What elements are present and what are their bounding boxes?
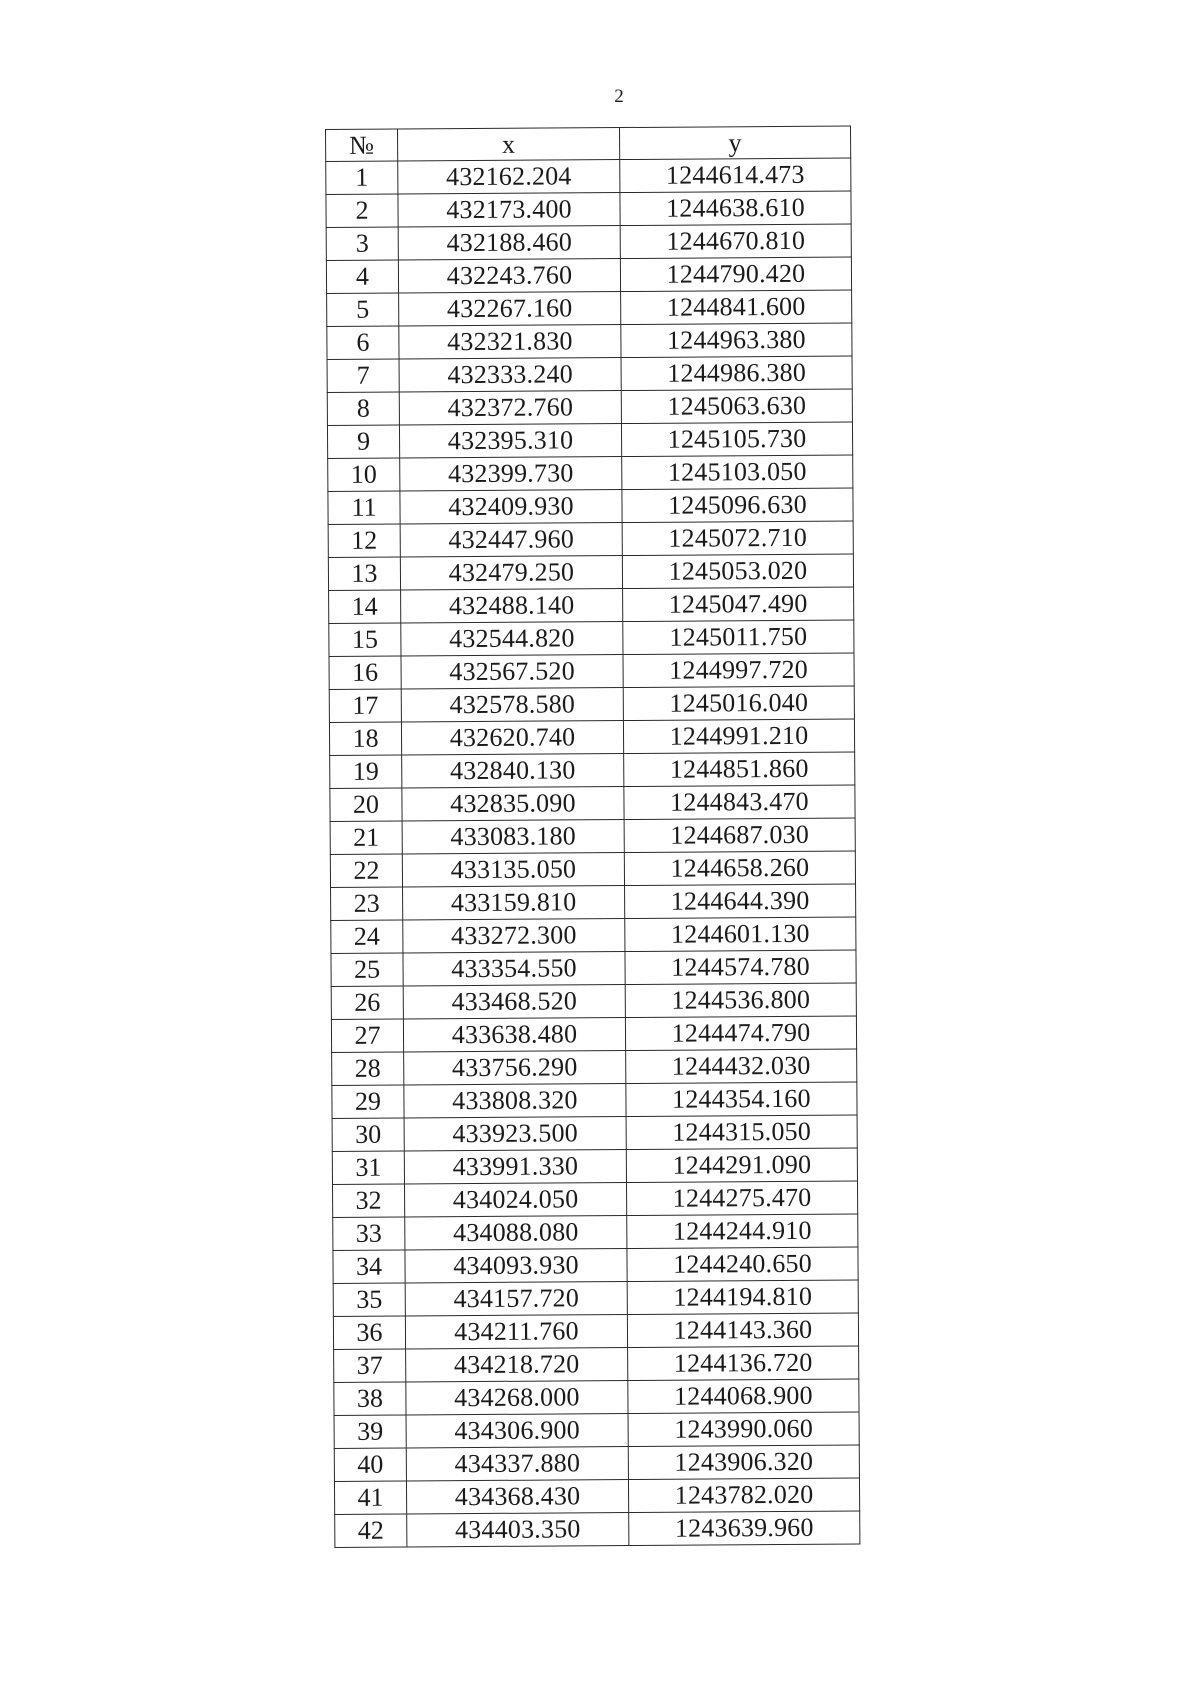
x-coordinate-cell: 433638.480 xyxy=(403,1018,625,1052)
x-coordinate-cell: 433468.520 xyxy=(403,985,625,1019)
row-number-cell: 4 xyxy=(326,260,398,293)
table-row xyxy=(334,1478,859,1514)
row-number-cell: 10 xyxy=(328,458,400,491)
table-row xyxy=(333,1280,858,1316)
y-coordinate-cell: 1244068.900 xyxy=(628,1379,859,1414)
coordinates-table xyxy=(325,126,860,1548)
x-coordinate-cell: 433159.810 xyxy=(403,886,625,920)
x-coordinate-cell: 432488.140 xyxy=(401,589,623,623)
y-coordinate-cell: 1244658.260 xyxy=(624,851,855,886)
table-row xyxy=(328,488,853,524)
table-row xyxy=(326,158,851,194)
table-row xyxy=(331,884,856,920)
row-number-cell: 12 xyxy=(328,524,400,557)
table-row xyxy=(327,323,852,359)
x-coordinate-cell: 434403.350 xyxy=(407,1513,629,1547)
table-row xyxy=(331,950,856,986)
x-coordinate-cell: 432267.160 xyxy=(399,292,621,326)
row-number-cell: 16 xyxy=(329,656,401,689)
y-coordinate-cell: 1243782.020 xyxy=(628,1478,859,1513)
row-number-cell: 17 xyxy=(329,689,401,722)
x-coordinate-cell: 432840.130 xyxy=(402,754,624,788)
row-number-cell: 34 xyxy=(333,1250,405,1283)
row-number-cell: 37 xyxy=(334,1349,406,1382)
header-y: y xyxy=(619,126,850,160)
x-coordinate-cell: 434211.760 xyxy=(405,1315,627,1349)
row-number-cell: 6 xyxy=(327,326,399,359)
table-row xyxy=(330,851,855,887)
x-coordinate-cell: 434093.930 xyxy=(405,1249,627,1283)
table-row xyxy=(330,785,855,821)
table-row xyxy=(326,191,851,227)
x-coordinate-cell: 432620.740 xyxy=(401,721,623,755)
row-number-cell: 15 xyxy=(329,623,401,656)
table-row xyxy=(333,1313,858,1349)
row-number-cell: 21 xyxy=(330,821,402,854)
y-coordinate-cell: 1244991.210 xyxy=(623,719,854,754)
table-row xyxy=(333,1247,858,1283)
row-number-cell: 1 xyxy=(326,161,398,194)
row-number-cell: 28 xyxy=(332,1052,404,1085)
table-row xyxy=(329,620,854,656)
table-row xyxy=(327,290,852,326)
table-row xyxy=(333,1214,858,1250)
page-number: 2 xyxy=(614,86,624,107)
table-row xyxy=(327,422,852,458)
table-body xyxy=(326,158,860,1547)
table-row xyxy=(326,224,851,260)
header-x: x xyxy=(398,128,620,161)
y-coordinate-cell: 1244841.600 xyxy=(621,290,852,325)
row-number-cell: 13 xyxy=(328,557,400,590)
x-coordinate-cell: 432578.580 xyxy=(401,688,623,722)
y-coordinate-cell: 1244670.810 xyxy=(620,224,851,259)
x-coordinate-cell: 432162.204 xyxy=(398,160,620,194)
x-coordinate-cell: 432399.730 xyxy=(400,457,622,491)
row-number-cell: 11 xyxy=(328,491,400,524)
header-number: № xyxy=(326,129,398,161)
table-row xyxy=(333,1181,858,1217)
row-number-cell: 31 xyxy=(332,1151,404,1184)
y-coordinate-cell: 1245016.040 xyxy=(623,686,854,721)
y-coordinate-cell: 1245047.490 xyxy=(623,587,854,622)
table-row xyxy=(329,653,854,689)
y-coordinate-cell: 1243990.060 xyxy=(628,1412,859,1447)
x-coordinate-cell: 432395.310 xyxy=(399,424,621,458)
y-coordinate-cell: 1244143.360 xyxy=(627,1313,858,1348)
y-coordinate-cell: 1244601.130 xyxy=(625,917,856,952)
row-number-cell: 23 xyxy=(331,887,403,920)
y-coordinate-cell: 1245011.750 xyxy=(623,620,854,655)
y-coordinate-cell: 1244291.090 xyxy=(626,1148,857,1183)
x-coordinate-cell: 432188.460 xyxy=(398,226,620,260)
row-number-cell: 2 xyxy=(326,194,398,227)
row-number-cell: 14 xyxy=(329,590,401,623)
x-coordinate-cell: 432567.520 xyxy=(401,655,623,689)
x-coordinate-cell: 434268.000 xyxy=(406,1381,628,1415)
x-coordinate-cell: 432321.830 xyxy=(399,325,621,359)
x-coordinate-cell: 434306.900 xyxy=(406,1414,628,1448)
y-coordinate-cell: 1244194.810 xyxy=(627,1280,858,1315)
row-number-cell: 7 xyxy=(327,359,399,392)
row-number-cell: 41 xyxy=(334,1481,406,1514)
row-number-cell: 18 xyxy=(329,722,401,755)
x-coordinate-cell: 432333.240 xyxy=(399,358,621,392)
table-row xyxy=(329,587,854,623)
row-number-cell: 26 xyxy=(331,986,403,1019)
table-row xyxy=(335,1511,860,1547)
table-row xyxy=(332,1049,857,1085)
x-coordinate-cell: 433923.500 xyxy=(404,1117,626,1151)
table-row xyxy=(329,719,854,755)
row-number-cell: 5 xyxy=(327,293,399,326)
y-coordinate-cell: 1244536.800 xyxy=(625,983,856,1018)
row-number-cell: 36 xyxy=(333,1316,405,1349)
table-row xyxy=(326,257,851,293)
table-row xyxy=(331,1016,856,1052)
table-row xyxy=(330,752,855,788)
table-row xyxy=(328,455,853,491)
x-coordinate-cell: 432243.760 xyxy=(398,259,620,293)
table-header-row xyxy=(326,126,851,161)
x-coordinate-cell: 433991.330 xyxy=(404,1150,626,1184)
x-coordinate-cell: 434024.050 xyxy=(404,1183,626,1217)
table-row xyxy=(332,1115,857,1151)
y-coordinate-cell: 1244963.380 xyxy=(621,323,852,358)
y-coordinate-cell: 1244474.790 xyxy=(625,1016,856,1051)
row-number-cell: 24 xyxy=(331,920,403,953)
y-coordinate-cell: 1244638.610 xyxy=(620,191,851,226)
table-row xyxy=(327,389,852,425)
y-coordinate-cell: 1244851.860 xyxy=(624,752,855,787)
table-row xyxy=(328,554,853,590)
y-coordinate-cell: 1245103.050 xyxy=(622,455,853,490)
x-coordinate-cell: 432479.250 xyxy=(400,556,622,590)
x-coordinate-cell: 432447.960 xyxy=(400,523,622,557)
y-coordinate-cell: 1244574.780 xyxy=(625,950,856,985)
row-number-cell: 29 xyxy=(332,1085,404,1118)
y-coordinate-cell: 1245063.630 xyxy=(621,389,852,424)
x-coordinate-cell: 432544.820 xyxy=(401,622,623,656)
x-coordinate-cell: 432835.090 xyxy=(402,787,624,821)
y-coordinate-cell: 1243639.960 xyxy=(629,1511,860,1546)
y-coordinate-cell: 1243906.320 xyxy=(628,1445,859,1480)
x-coordinate-cell: 433272.300 xyxy=(403,919,625,953)
row-number-cell: 40 xyxy=(334,1448,406,1481)
table-row xyxy=(334,1346,859,1382)
row-number-cell: 38 xyxy=(334,1382,406,1415)
x-coordinate-cell: 434088.080 xyxy=(405,1216,627,1250)
x-coordinate-cell: 433135.050 xyxy=(402,853,624,887)
y-coordinate-cell: 1244687.030 xyxy=(624,818,855,853)
y-coordinate-cell: 1244790.420 xyxy=(620,257,851,292)
table-row xyxy=(327,356,852,392)
table-row xyxy=(328,521,853,557)
table-row xyxy=(330,818,855,854)
row-number-cell: 3 xyxy=(326,227,398,260)
y-coordinate-cell: 1244315.050 xyxy=(626,1115,857,1150)
row-number-cell: 19 xyxy=(330,755,402,788)
x-coordinate-cell: 433756.290 xyxy=(404,1051,626,1085)
x-coordinate-cell: 432372.760 xyxy=(399,391,621,425)
y-coordinate-cell: 1244240.650 xyxy=(627,1247,858,1282)
x-coordinate-cell: 434157.720 xyxy=(405,1282,627,1316)
table-row xyxy=(334,1445,859,1481)
x-coordinate-cell: 433808.320 xyxy=(404,1084,626,1118)
x-coordinate-cell: 433354.550 xyxy=(403,952,625,986)
row-number-cell: 20 xyxy=(330,788,402,821)
y-coordinate-cell: 1245053.020 xyxy=(622,554,853,589)
table-row xyxy=(331,983,856,1019)
y-coordinate-cell: 1244136.720 xyxy=(628,1346,859,1381)
y-coordinate-cell: 1244644.390 xyxy=(625,884,856,919)
y-coordinate-cell: 1244354.160 xyxy=(626,1082,857,1117)
y-coordinate-cell: 1244275.470 xyxy=(626,1181,857,1216)
row-number-cell: 35 xyxy=(333,1283,405,1316)
y-coordinate-cell: 1245072.710 xyxy=(622,521,853,556)
row-number-cell: 39 xyxy=(334,1415,406,1448)
table-row xyxy=(332,1082,857,1118)
table-row xyxy=(332,1148,857,1184)
row-number-cell: 27 xyxy=(331,1019,403,1052)
x-coordinate-cell: 434218.720 xyxy=(406,1348,628,1382)
table-row xyxy=(334,1379,859,1415)
y-coordinate-cell: 1244614.473 xyxy=(620,158,851,193)
y-coordinate-cell: 1244997.720 xyxy=(623,653,854,688)
row-number-cell: 42 xyxy=(335,1514,407,1547)
row-number-cell: 22 xyxy=(330,854,402,887)
row-number-cell: 32 xyxy=(333,1184,405,1217)
y-coordinate-cell: 1244843.470 xyxy=(624,785,855,820)
row-number-cell: 25 xyxy=(331,953,403,986)
row-number-cell: 8 xyxy=(327,392,399,425)
y-coordinate-cell: 1244432.030 xyxy=(626,1049,857,1084)
y-coordinate-cell: 1245105.730 xyxy=(621,422,852,457)
table-row xyxy=(334,1412,859,1448)
x-coordinate-cell: 433083.180 xyxy=(402,820,624,854)
y-coordinate-cell: 1245096.630 xyxy=(622,488,853,523)
table-row xyxy=(329,686,854,722)
row-number-cell: 30 xyxy=(332,1118,404,1151)
y-coordinate-cell: 1244986.380 xyxy=(621,356,852,391)
y-coordinate-cell: 1244244.910 xyxy=(627,1214,858,1249)
x-coordinate-cell: 434337.880 xyxy=(406,1447,628,1481)
row-number-cell: 9 xyxy=(327,425,399,458)
row-number-cell: 33 xyxy=(333,1217,405,1250)
x-coordinate-cell: 432173.400 xyxy=(398,193,620,227)
x-coordinate-cell: 434368.430 xyxy=(406,1480,628,1514)
x-coordinate-cell: 432409.930 xyxy=(400,490,622,524)
table-row xyxy=(331,917,856,953)
